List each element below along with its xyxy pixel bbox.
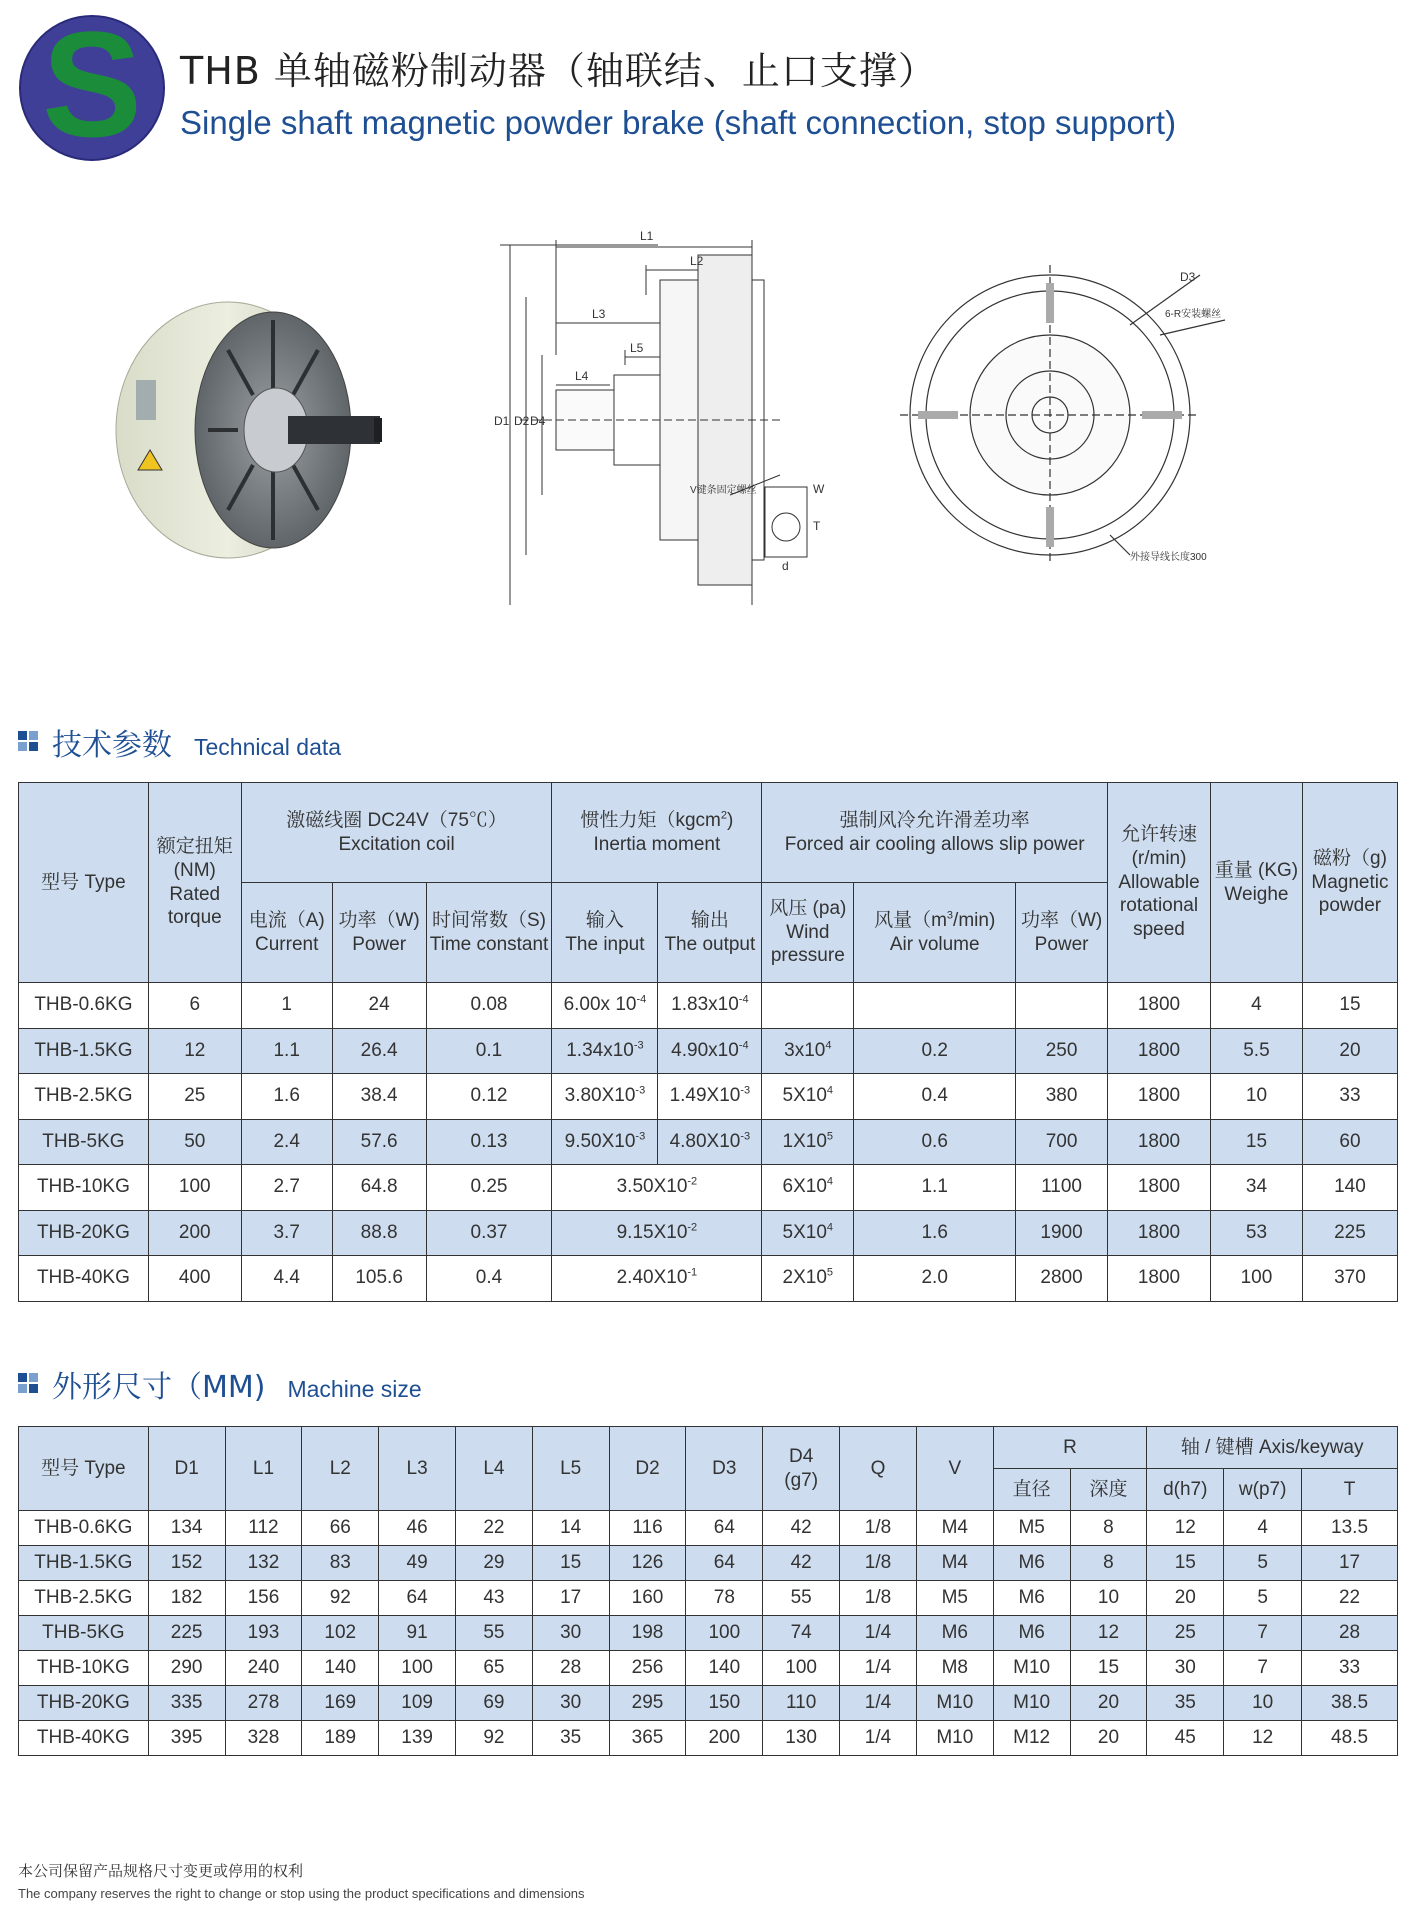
cell-cooling-power: 1100: [1016, 1165, 1108, 1211]
svg-text:d: d: [782, 559, 789, 573]
cell-air-volume: 0.4: [854, 1074, 1016, 1120]
cell-model: THB-10KG: [19, 1651, 149, 1686]
cell-w-p7: 5: [1224, 1581, 1302, 1616]
cell-l3: 91: [379, 1616, 456, 1651]
cell-inertia: $2.40X10^{-1}$: [552, 1256, 762, 1302]
cell-l2: 92: [302, 1581, 379, 1616]
cell-d-h7: 30: [1147, 1651, 1224, 1686]
cell-time-constant: 0.37: [426, 1210, 552, 1256]
svg-text:外接导线长度300: 外接导线长度300: [1130, 552, 1207, 563]
machine-size-title-en: Machine size: [287, 1376, 422, 1402]
cell-v: M4: [916, 1546, 993, 1581]
cell-l5: 35: [532, 1721, 609, 1756]
cell-powder: 370: [1302, 1256, 1397, 1302]
cell-l5: 14: [532, 1511, 609, 1546]
cell-d1: 225: [148, 1616, 225, 1651]
cell-current: 3.7: [241, 1210, 332, 1256]
cell-d4: 55: [763, 1581, 840, 1616]
table-row: [19, 1028, 1398, 1074]
cell-l2: 140: [302, 1651, 379, 1686]
cell-model: THB-1.5KG: [19, 1546, 149, 1581]
cell-d3: 64: [686, 1511, 763, 1546]
cell-r-diameter: M6: [993, 1581, 1070, 1616]
cell-d3: 140: [686, 1651, 763, 1686]
cell-l4: 43: [456, 1581, 533, 1616]
cell-t: 48.5: [1302, 1721, 1398, 1756]
col-rated-torque: 额定扭矩 (NM) Rated torque: [148, 783, 241, 983]
size-col-q: Q: [840, 1427, 917, 1511]
footer-note-cn: 本公司保留产品规格尺寸变更或停用的权利: [18, 1862, 304, 1880]
technical-data-table: [18, 782, 1398, 1302]
cell-inertia-output: $1.49X10^{-3}$: [658, 1074, 762, 1120]
cell-model: THB-0.6KG: [19, 983, 149, 1029]
section-square-icon: [18, 1373, 40, 1395]
cell-cooling-power: 700: [1016, 1119, 1108, 1165]
cell-speed: 1800: [1108, 1028, 1211, 1074]
cell-r-diameter: M6: [993, 1546, 1070, 1581]
cell-r-depth: 12: [1070, 1616, 1147, 1651]
cell-l5: 30: [532, 1616, 609, 1651]
cell-inertia-output: $1.83x10^{-4}$: [658, 983, 762, 1029]
cell-d2: 365: [609, 1721, 686, 1756]
cell-l3: 49: [379, 1546, 456, 1581]
cell-l1: 156: [225, 1581, 302, 1616]
cell-d1: 182: [148, 1581, 225, 1616]
cell-cooling-power: 380: [1016, 1074, 1108, 1120]
cell-torque: 400: [148, 1256, 241, 1302]
cell-wind-pressure: $5X10^4$: [762, 1210, 854, 1256]
cell-d-h7: 15: [1147, 1546, 1224, 1581]
cell-r-depth: 15: [1070, 1651, 1147, 1686]
cell-inertia: $3.50X10^{-2}$: [552, 1165, 762, 1211]
cell-l4: 65: [456, 1651, 533, 1686]
cell-q: 1/4: [840, 1616, 917, 1651]
cell-speed: 1800: [1108, 983, 1211, 1029]
page-title-en: Single shaft magnetic powder brake (shaft connection, stop support): [180, 104, 1177, 141]
size-col-dh7: d(h7): [1147, 1469, 1224, 1511]
company-logo: [18, 14, 166, 162]
cell-l3: 109: [379, 1686, 456, 1721]
cell-d4: 100: [763, 1651, 840, 1686]
cell-w-p7: 12: [1224, 1721, 1302, 1756]
cell-time-constant: 0.1: [426, 1028, 552, 1074]
cell-model: THB-5KG: [19, 1616, 149, 1651]
cell-wind-pressure: [762, 983, 854, 1029]
cell-d2: 116: [609, 1511, 686, 1546]
col-forced-air-cooling: 强制风冷允许滑差功率 Forced air cooling allows slip power: [762, 783, 1108, 883]
cell-l3: 64: [379, 1581, 456, 1616]
cell-air-volume: 1.6: [854, 1210, 1016, 1256]
size-col-wp7: w(p7): [1224, 1469, 1302, 1511]
cell-speed: 1800: [1108, 1074, 1211, 1120]
cell-d2: 160: [609, 1581, 686, 1616]
cell-d1: 335: [148, 1686, 225, 1721]
cell-l4: 69: [456, 1686, 533, 1721]
cell-l1: 193: [225, 1616, 302, 1651]
cell-air-volume: [854, 983, 1016, 1029]
cell-t: 38.5: [1302, 1686, 1398, 1721]
size-col-d3: D3: [686, 1427, 763, 1511]
cell-r-depth: 10: [1070, 1581, 1147, 1616]
cell-w-p7: 4: [1224, 1511, 1302, 1546]
cell-model: THB-0.6KG: [19, 1511, 149, 1546]
cell-v: M5: [916, 1581, 993, 1616]
cell-d1: 290: [148, 1651, 225, 1686]
cell-power: 57.6: [332, 1119, 426, 1165]
size-col-r: R: [993, 1427, 1147, 1469]
section-square-icon: [18, 731, 40, 753]
size-col-model: 型号 Type: [19, 1427, 149, 1511]
cell-l5: 15: [532, 1546, 609, 1581]
col-output: 输出 The output: [658, 883, 762, 983]
cell-r-diameter: M5: [993, 1511, 1070, 1546]
cell-power: 24: [332, 983, 426, 1029]
cell-l5: 28: [532, 1651, 609, 1686]
size-col-d4: D4 (g7): [763, 1427, 840, 1511]
cell-w-p7: 7: [1224, 1616, 1302, 1651]
technical-data-heading: [18, 720, 341, 764]
cell-time-constant: 0.12: [426, 1074, 552, 1120]
cell-current: 2.7: [241, 1165, 332, 1211]
cell-d2: 256: [609, 1651, 686, 1686]
cell-model: THB-2.5KG: [19, 1581, 149, 1616]
machine-size-title-cn: 外形尺寸（MM): [52, 1370, 266, 1405]
cell-inertia: $9.15X10^{-2}$: [552, 1210, 762, 1256]
cell-inertia-input: $9.50X10^{-3}$: [552, 1119, 658, 1165]
cell-l5: 30: [532, 1686, 609, 1721]
cell-model: THB-10KG: [19, 1165, 149, 1211]
cell-model: THB-40KG: [19, 1721, 149, 1756]
cell-d-h7: 45: [1147, 1721, 1224, 1756]
cell-l2: 66: [302, 1511, 379, 1546]
cell-wind-pressure: $1X10^5$: [762, 1119, 854, 1165]
cell-d-h7: 20: [1147, 1581, 1224, 1616]
col-time-constant: 时间常数（S) Time constant: [426, 883, 552, 983]
cell-w-p7: 10: [1224, 1686, 1302, 1721]
cell-r-depth: 20: [1070, 1686, 1147, 1721]
cell-l3: 139: [379, 1721, 456, 1756]
cell-l4: 92: [456, 1721, 533, 1756]
cell-powder: 225: [1302, 1210, 1397, 1256]
cell-q: 1/8: [840, 1511, 917, 1546]
size-col-l3: L3: [379, 1427, 456, 1511]
col-model: 型号 Type: [19, 783, 149, 983]
cell-cooling-power: 250: [1016, 1028, 1108, 1074]
cell-d-h7: 25: [1147, 1616, 1224, 1651]
cell-model: THB-20KG: [19, 1686, 149, 1721]
size-col-t: T: [1302, 1469, 1398, 1511]
table-row: [19, 1546, 1398, 1581]
cell-air-volume: 0.2: [854, 1028, 1016, 1074]
col-power: 功率（W) Power: [332, 883, 426, 983]
table-row: [19, 1210, 1398, 1256]
cell-l2: 189: [302, 1721, 379, 1756]
cell-powder: 140: [1302, 1165, 1397, 1211]
svg-text:L2: L2: [690, 254, 704, 268]
size-col-l4: L4: [456, 1427, 533, 1511]
cell-d2: 126: [609, 1546, 686, 1581]
col-weight: 重量 (KG) Weighe: [1210, 783, 1302, 983]
cell-r-diameter: M10: [993, 1686, 1070, 1721]
size-col-r-diameter: 直径: [993, 1469, 1070, 1511]
cell-r-depth: 20: [1070, 1721, 1147, 1756]
cell-l3: 100: [379, 1651, 456, 1686]
col-air-volume: 风量$(m^3/\min)$ Air volume: [854, 883, 1016, 983]
cell-d4: 110: [763, 1686, 840, 1721]
cell-weight: 100: [1210, 1256, 1302, 1302]
cell-d4: 42: [763, 1546, 840, 1581]
cell-l1: 278: [225, 1686, 302, 1721]
cell-t: 33: [1302, 1651, 1398, 1686]
cell-v: M4: [916, 1511, 993, 1546]
table-row: [19, 1119, 1398, 1165]
col-cooling-power: 功率（W) Power: [1016, 883, 1108, 983]
cell-power: 64.8: [332, 1165, 426, 1211]
cell-wind-pressure: $2X10^5$: [762, 1256, 854, 1302]
cell-weight: 15: [1210, 1119, 1302, 1165]
col-input: 输入 The input: [552, 883, 658, 983]
cell-d2: 295: [609, 1686, 686, 1721]
cell-l5: 17: [532, 1581, 609, 1616]
cell-current: 1: [241, 983, 332, 1029]
cell-cooling-power: [1016, 983, 1108, 1029]
cell-time-constant: 0.25: [426, 1165, 552, 1211]
cell-air-volume: 0.6: [854, 1119, 1016, 1165]
table-row: [19, 1616, 1398, 1651]
cell-d4: 130: [763, 1721, 840, 1756]
col-excitation-coil: 激磁线圈 DC24V（75℃） Excitation coil: [241, 783, 552, 883]
cell-torque: 200: [148, 1210, 241, 1256]
cell-t: 22: [1302, 1581, 1398, 1616]
cell-time-constant: 0.4: [426, 1256, 552, 1302]
cell-t: 13.5: [1302, 1511, 1398, 1546]
table-row: [19, 1165, 1398, 1211]
front-view-drawing: [900, 255, 1260, 575]
cell-weight: 5.5: [1210, 1028, 1302, 1074]
cell-torque: 100: [148, 1165, 241, 1211]
cell-power: 88.8: [332, 1210, 426, 1256]
cell-d3: 150: [686, 1686, 763, 1721]
size-col-d1: D1: [148, 1427, 225, 1511]
cell-air-volume: 1.1: [854, 1165, 1016, 1211]
cell-inertia-input: 6.00x $10^{-4}$: [552, 983, 658, 1029]
cell-v: M10: [916, 1721, 993, 1756]
cell-r-depth: 8: [1070, 1546, 1147, 1581]
cell-w-p7: 5: [1224, 1546, 1302, 1581]
cell-powder: 20: [1302, 1028, 1397, 1074]
cell-power: 26.4: [332, 1028, 426, 1074]
cell-air-volume: 2.0: [854, 1256, 1016, 1302]
cell-l4: 22: [456, 1511, 533, 1546]
col-wind-pressure: 风压 (pa) Wind pressure: [762, 883, 854, 983]
cell-w-p7: 7: [1224, 1651, 1302, 1686]
cell-l4: 55: [456, 1616, 533, 1651]
cell-l2: 83: [302, 1546, 379, 1581]
svg-text:D3: D3: [1180, 270, 1196, 284]
cell-l3: 46: [379, 1511, 456, 1546]
cell-wind-pressure: $6X10^4$: [762, 1165, 854, 1211]
cell-r-diameter: M12: [993, 1721, 1070, 1756]
technical-data-title-en: Technical data: [194, 734, 342, 760]
size-col-l1: L1: [225, 1427, 302, 1511]
cell-q: 1/4: [840, 1651, 917, 1686]
cell-current: 2.4: [241, 1119, 332, 1165]
cell-weight: 53: [1210, 1210, 1302, 1256]
svg-text:D1: D1: [494, 414, 510, 428]
cell-t: 28: [1302, 1616, 1398, 1651]
table-row: [19, 1651, 1398, 1686]
cell-inertia-input: $1.34x10^{-3}$: [552, 1028, 658, 1074]
side-view-drawing: [480, 225, 840, 665]
cell-model: THB-1.5KG: [19, 1028, 149, 1074]
cell-inertia-input: $3.80X10^{-3}$: [552, 1074, 658, 1120]
cell-powder: 33: [1302, 1074, 1397, 1120]
cell-torque: 50: [148, 1119, 241, 1165]
cell-q: 1/4: [840, 1721, 917, 1756]
cell-d3: 200: [686, 1721, 763, 1756]
cell-cooling-power: 2800: [1016, 1256, 1108, 1302]
table-row: [19, 1581, 1398, 1616]
footer-note-en: The company reserves the right to change or stop using the product specifications and dimensions: [18, 1886, 585, 1901]
cell-model: THB-40KG: [19, 1256, 149, 1302]
cell-model: THB-5KG: [19, 1119, 149, 1165]
cell-current: 1.1: [241, 1028, 332, 1074]
cell-torque: 6: [148, 983, 241, 1029]
cell-d1: 152: [148, 1546, 225, 1581]
table-row: [19, 1511, 1398, 1546]
size-col-axis-keyway: 轴 / 键槽 Axis/keyway: [1147, 1427, 1398, 1469]
machine-size-heading: [18, 1362, 422, 1406]
technical-data-title-cn: 技术参数: [52, 728, 172, 763]
cell-r-diameter: M6: [993, 1616, 1070, 1651]
cell-t: 17: [1302, 1546, 1398, 1581]
cell-power: 105.6: [332, 1256, 426, 1302]
cell-weight: 34: [1210, 1165, 1302, 1211]
cell-q: 1/8: [840, 1581, 917, 1616]
cell-weight: 10: [1210, 1074, 1302, 1120]
svg-text:L3: L3: [592, 307, 606, 321]
cell-q: 1/8: [840, 1546, 917, 1581]
size-col-l2: L2: [302, 1427, 379, 1511]
cell-speed: 1800: [1108, 1165, 1211, 1211]
cell-d-h7: 12: [1147, 1511, 1224, 1546]
table-row: [19, 1686, 1398, 1721]
svg-text:L5: L5: [630, 341, 644, 355]
page-title-cn: THB 单轴磁粉制动器（轴联结、止口支撑）: [180, 49, 937, 93]
cell-cooling-power: 1900: [1016, 1210, 1108, 1256]
cell-powder: 15: [1302, 983, 1397, 1029]
cell-current: 1.6: [241, 1074, 332, 1120]
cell-speed: 1800: [1108, 1256, 1211, 1302]
table-row: [19, 1074, 1398, 1120]
cell-d4: 42: [763, 1511, 840, 1546]
cell-d1: 134: [148, 1511, 225, 1546]
cell-d-h7: 35: [1147, 1686, 1224, 1721]
cell-wind-pressure: $5X10^4$: [762, 1074, 854, 1120]
cell-model: THB-2.5KG: [19, 1074, 149, 1120]
svg-text:D4: D4: [530, 414, 546, 428]
cell-time-constant: 0.08: [426, 983, 552, 1029]
svg-text:W: W: [813, 482, 825, 496]
cell-d2: 198: [609, 1616, 686, 1651]
cell-l1: 328: [225, 1721, 302, 1756]
svg-text:T: T: [813, 519, 821, 533]
cell-d4: 74: [763, 1616, 840, 1651]
cell-speed: 1800: [1108, 1119, 1211, 1165]
size-col-r-depth: 深度: [1070, 1469, 1147, 1511]
cell-power: 38.4: [332, 1074, 426, 1120]
cell-weight: 4: [1210, 983, 1302, 1029]
size-col-l5: L5: [532, 1427, 609, 1511]
cell-l2: 102: [302, 1616, 379, 1651]
cell-torque: 25: [148, 1074, 241, 1120]
cell-current: 4.4: [241, 1256, 332, 1302]
product-photo: [108, 290, 388, 570]
cell-r-depth: 8: [1070, 1511, 1147, 1546]
cell-l4: 29: [456, 1546, 533, 1581]
logo-letter: S: [41, 14, 143, 162]
cell-d3: 78: [686, 1581, 763, 1616]
cell-l1: 240: [225, 1651, 302, 1686]
table-row: [19, 1721, 1398, 1756]
table-row: [19, 1256, 1398, 1302]
col-magnetic-powder: 磁粉（g) Magnetic powder: [1302, 783, 1397, 983]
table-row: [19, 983, 1398, 1029]
cell-torque: 12: [148, 1028, 241, 1074]
cell-l1: 132: [225, 1546, 302, 1581]
col-inertia-moment: 惯性力矩（kgcm$^2$) Inertia moment: [552, 783, 762, 883]
cell-v: M8: [916, 1651, 993, 1686]
cell-time-constant: 0.13: [426, 1119, 552, 1165]
size-col-v: V: [916, 1427, 993, 1511]
cell-speed: 1800: [1108, 1210, 1211, 1256]
svg-text:L4: L4: [575, 369, 589, 383]
cell-inertia-output: $4.90x10^{-4}$: [658, 1028, 762, 1074]
svg-text:D2: D2: [514, 414, 530, 428]
cell-powder: 60: [1302, 1119, 1397, 1165]
col-current: 电流（A) Current: [241, 883, 332, 983]
cell-inertia-output: $4.80X10^{-3}$: [658, 1119, 762, 1165]
svg-text:V键条固定螺丝: V键条固定螺丝: [690, 485, 757, 496]
cell-q: 1/4: [840, 1686, 917, 1721]
svg-text:L1: L1: [640, 229, 654, 243]
cell-d3: 100: [686, 1616, 763, 1651]
svg-text:6-R安装螺丝: 6-R安装螺丝: [1165, 309, 1222, 320]
col-allowable-speed: 允许转速 (r/min) Allowable rotational speed: [1108, 783, 1211, 983]
cell-r-diameter: M10: [993, 1651, 1070, 1686]
cell-model: THB-20KG: [19, 1210, 149, 1256]
size-col-d2: D2: [609, 1427, 686, 1511]
machine-size-table: [18, 1426, 1398, 1756]
cell-wind-pressure: $3x10^4$: [762, 1028, 854, 1074]
cell-d3: 64: [686, 1546, 763, 1581]
cell-l2: 169: [302, 1686, 379, 1721]
cell-l1: 112: [225, 1511, 302, 1546]
cell-v: M6: [916, 1616, 993, 1651]
cell-d1: 395: [148, 1721, 225, 1756]
cell-v: M10: [916, 1686, 993, 1721]
